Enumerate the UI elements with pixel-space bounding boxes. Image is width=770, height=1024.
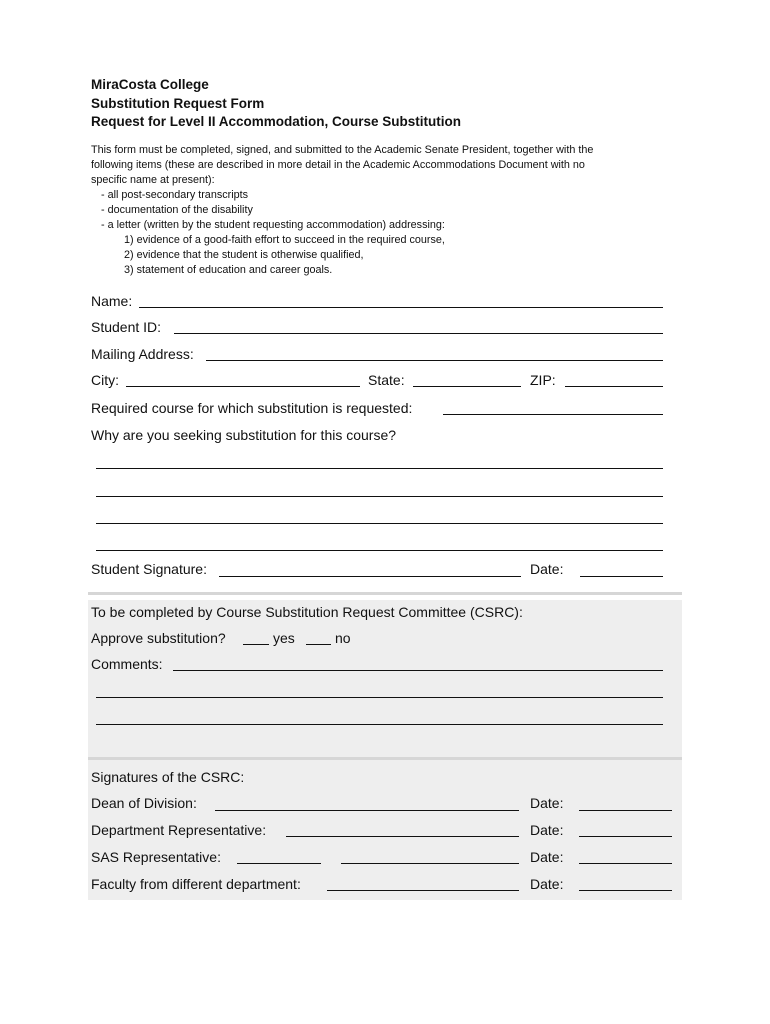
approve-no-field[interactable] [306,644,331,645]
dean-date-label: Date: [530,795,564,811]
form-title: Substitution Request Form [91,95,265,111]
faculty-signature-field[interactable] [327,890,519,891]
required-course-field[interactable] [443,414,663,415]
sas-rep-label: SAS Representative: [91,849,221,865]
student-date-label: Date: [530,561,564,577]
faculty-label: Faculty from different department: [91,876,301,892]
dept-rep-signature-field[interactable] [286,836,519,837]
form-header [91,76,461,132]
name-label: Name: [91,293,133,309]
reason-line-2[interactable] [96,496,663,497]
signatures-heading: Signatures of the CSRC: [91,769,245,785]
required-items-list [91,188,681,233]
sas-rep-name-field[interactable] [237,863,321,864]
zip-label: ZIP: [530,372,556,388]
student-id-field[interactable] [174,333,663,334]
yes-label: yes [273,630,295,646]
form-subtitle: Request for Level II Accommodation, Course Substitution [91,114,462,129]
reason-line-1[interactable] [96,468,663,469]
student-date-field[interactable] [580,576,663,577]
list-item: 3) statement of education and career goals. [124,264,333,276]
student-signature-field[interactable] [219,576,521,577]
mailing-address-field[interactable] [206,360,663,361]
dept-rep-date-label: Date: [530,822,564,838]
reason-line-3[interactable] [96,523,663,524]
dean-date-field[interactable] [579,810,672,811]
instructions [91,143,681,278]
comments-line-3[interactable] [96,724,663,725]
section-divider [88,757,682,760]
city-field[interactable] [126,386,360,387]
zip-field[interactable] [565,386,663,387]
dept-rep-date-field[interactable] [579,836,672,837]
comments-line-1[interactable] [173,670,663,671]
sas-rep-signature-field[interactable] [341,863,519,864]
name-field[interactable] [139,307,663,308]
dept-rep-label: Department Representative: [91,822,267,838]
reason-label: Why are you seeking substitution for this course? [91,427,397,443]
state-label: State: [368,372,405,388]
faculty-date-field[interactable] [579,890,672,891]
mailing-address-label: Mailing Address: [91,346,194,362]
list-item: - a letter (written by the student requesting accommodation) addressing: [101,219,445,231]
section-divider [88,592,682,595]
student-id-label: Student ID: [91,319,162,335]
instructions-line: This form must be completed, signed, and submitted to the Academic Senate President, together with the [91,144,594,156]
dean-label: Dean of Division: [91,795,197,811]
sas-rep-date-field[interactable] [579,863,672,864]
approve-label: Approve substitution? [91,630,226,646]
instructions-line: specific name at present): [91,174,215,186]
comments-line-2[interactable] [96,697,663,698]
instructions-line: following items (these are described in more detail in the Academic Accommodations Document with no [91,159,585,171]
no-label: no [335,630,351,646]
list-item: 2) evidence that the student is otherwise qualified, [124,249,364,261]
student-signature-label: Student Signature: [91,561,207,577]
required-course-label: Required course for which substitution is requested: [91,400,413,416]
college-name: MiraCosta College [91,77,209,92]
list-item: - all post-secondary transcripts [101,189,249,201]
committee-heading: To be completed by Course Substitution Request Committee (CSRC): [91,604,523,620]
comments-label: Comments: [91,656,163,672]
list-item: - documentation of the disability [101,204,253,216]
letter-points-list [91,233,681,278]
dean-signature-field[interactable] [215,810,519,811]
reason-line-4[interactable] [96,550,663,551]
sas-rep-date-label: Date: [530,849,564,865]
state-field[interactable] [413,386,521,387]
list-item: 1) evidence of a good-faith effort to succeed in the required course, [124,234,445,246]
faculty-date-label: Date: [530,876,564,892]
approve-yes-field[interactable] [243,644,269,645]
city-label: City: [91,372,119,388]
